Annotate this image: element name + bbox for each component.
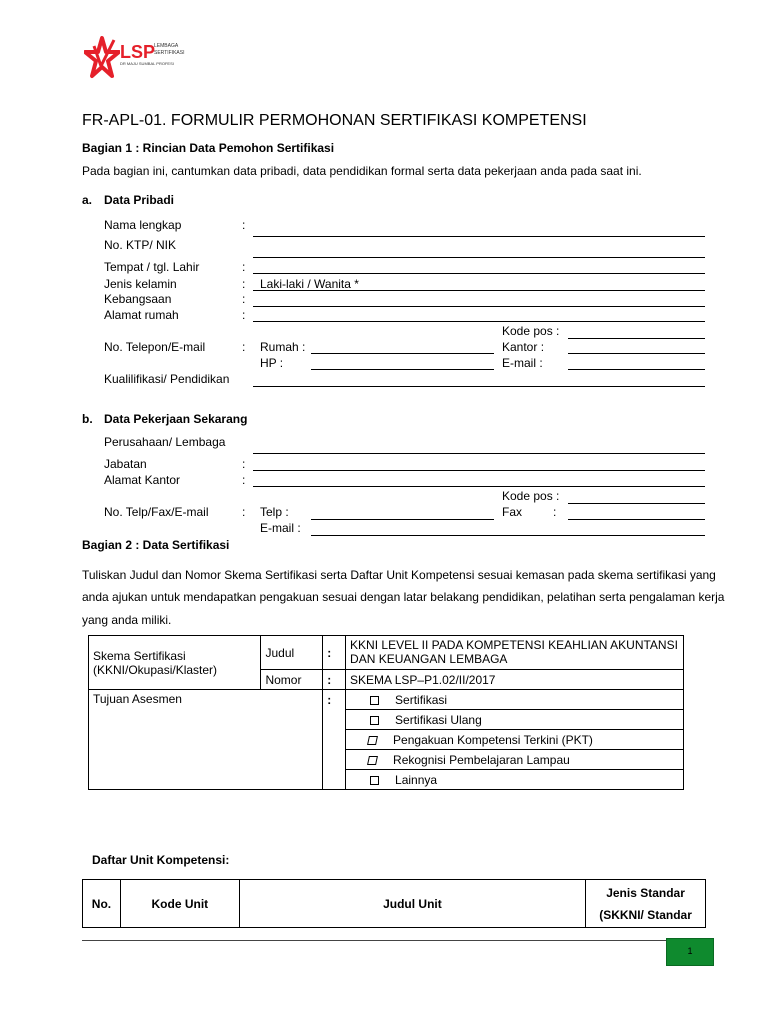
label-email-kantor: E-mail :: [260, 521, 301, 535]
field-nama[interactable]: [253, 236, 705, 237]
label-perusahaan: Perusahaan/ Lembaga: [104, 435, 226, 449]
colon-spacer: [323, 750, 346, 770]
option-rpl[interactable]: [346, 750, 684, 770]
label-hp: HP :: [260, 356, 284, 370]
colon: :: [242, 260, 246, 274]
skema-table: [88, 635, 684, 790]
option-pkt[interactable]: [346, 730, 684, 750]
field-kualifikasi[interactable]: [253, 386, 705, 387]
field-kantor[interactable]: [568, 353, 705, 354]
page-title: FR-APL-01. FORMULIR PERMOHONAN SERTIFIKASI KOMPETENSI: [82, 112, 587, 129]
option-label: Rekognisi Pembelajaran Lampau: [393, 752, 570, 767]
field-email-kantor[interactable]: [311, 535, 705, 536]
field-bangsa[interactable]: [253, 306, 705, 307]
colon: :: [242, 292, 246, 306]
checkbox-icon[interactable]: [367, 736, 378, 745]
daftar-heading: Daftar Unit Kompetensi:: [92, 853, 230, 867]
bagian2-p3: yang anda miliki.: [82, 613, 172, 627]
field-rumah[interactable]: [311, 353, 494, 354]
option-label: Pengakuan Kompetensi Terkini (PKT): [393, 732, 593, 747]
skema-label1: Skema Sertifikasi: [93, 648, 186, 663]
logo-line2: SERTIFIKASI: [154, 50, 185, 56]
label-kodepos-kantor: Kode pos :: [502, 489, 560, 503]
logo-line1: LEMBAGA: [154, 43, 179, 49]
logo: [84, 36, 194, 86]
tujuan-label: Tujuan Asesmen: [89, 690, 323, 790]
skema-label2: (KKNI/Okupasi/Klaster): [93, 662, 218, 677]
footer-divider: [82, 940, 706, 941]
logo-line3: DR MAJU SUMBAL PROFESI: [120, 61, 174, 66]
label-rumah: Rumah :: [260, 340, 306, 354]
checkbox-icon[interactable]: [370, 696, 379, 705]
label-telp-kantor: No. Telp/Fax/E-mail: [104, 505, 209, 519]
col-jenis-line1: Jenis Standar: [606, 885, 685, 900]
skema-label-cell: [89, 636, 261, 690]
field-alamat-kantor[interactable]: [253, 486, 705, 487]
bagian1-intro: Pada bagian ini, cantumkan data pribadi, data pendidikan formal serta data pekerjaan anda pada saat ini.: [82, 164, 642, 178]
jk-value[interactable]: Laki-laki / Wanita *: [260, 277, 359, 291]
colon: :: [242, 218, 246, 232]
field-kodepos-kantor[interactable]: [568, 503, 705, 504]
label-alamat-kantor: Alamat Kantor: [104, 473, 181, 487]
colon: :: [323, 690, 346, 710]
bagian2-heading: Bagian 2 : Data Sertifikasi: [82, 538, 230, 552]
label-jk: Jenis kelamin: [104, 277, 177, 291]
label-bangsa: Kebangsaan: [104, 292, 172, 306]
label-ktp: No. KTP/ NIK: [104, 238, 177, 252]
colon: :: [242, 457, 246, 471]
colon: :: [242, 505, 246, 519]
star-logo-icon: [84, 36, 120, 80]
page-number: 1: [687, 946, 693, 956]
field-email[interactable]: [568, 369, 705, 370]
label-jabatan: Jabatan: [104, 457, 147, 471]
checkbox-icon[interactable]: [367, 756, 378, 765]
field-jabatan[interactable]: [253, 470, 705, 471]
judul-label: Judul: [261, 636, 323, 670]
colon: :: [242, 473, 246, 487]
nomor-label: Nomor: [261, 670, 323, 690]
label-nama: Nama lengkap: [104, 218, 182, 232]
pekerjaan-letter: b.: [82, 412, 93, 426]
checkbox-icon[interactable]: [370, 776, 379, 785]
label-fax: Fax: [502, 505, 523, 519]
field-ktp[interactable]: [253, 257, 705, 258]
label-kodepos: Kode pos :: [502, 324, 560, 338]
label-telp: No. Telepon/E-mail: [104, 340, 206, 354]
field-hp[interactable]: [311, 369, 494, 370]
colon-spacer: [323, 710, 346, 730]
colon: :: [242, 340, 246, 354]
colon: :: [323, 670, 346, 690]
pekerjaan-heading: Data Pekerjaan Sekarang: [104, 412, 248, 426]
option-label: Sertifikasi: [395, 692, 448, 707]
judul-value1: KKNI LEVEL II PADA KOMPETENSI KEAHLIAN AKUNTANSI: [350, 638, 678, 652]
judul-value2: DAN KEUANGAN LEMBAGA: [350, 652, 508, 666]
field-alamat[interactable]: [253, 321, 705, 322]
page-number-box: [666, 938, 714, 966]
colon: :: [242, 308, 246, 322]
judul-value-cell[interactable]: [346, 636, 684, 670]
bagian2-p2: anda ajukan untuk mendapatkan pengakuan sesuai dengan latar belakang pendidikan, pelatihan serta pengalaman kerja: [82, 590, 725, 604]
col-no-header: No.: [83, 880, 121, 928]
field-telp-kantor[interactable]: [311, 519, 494, 520]
col-jenis-header: [586, 880, 706, 928]
option-lainnya[interactable]: [346, 770, 684, 790]
col-jenis-line2: (SKKNI/ Standar: [599, 907, 692, 922]
pribadi-heading: Data Pribadi: [104, 193, 175, 207]
option-sertifikasi-ulang[interactable]: [346, 710, 684, 730]
colon-spacer: [323, 730, 346, 750]
option-label: Lainnya: [395, 772, 438, 787]
field-ttl[interactable]: [253, 273, 705, 274]
option-sertifikasi[interactable]: [346, 690, 684, 710]
label-ttl: Tempat / tgl. Lahir: [104, 260, 200, 274]
nomor-value[interactable]: SKEMA LSP–P1.02/II/2017: [346, 670, 684, 690]
label-email: E-mail :: [502, 356, 543, 370]
label-kantor: Kantor :: [502, 340, 545, 354]
field-kodepos[interactable]: [568, 338, 705, 339]
option-label: Sertifikasi Ulang: [395, 712, 482, 727]
bagian1-heading: Bagian 1 : Rincian Data Pemohon Sertifikasi: [82, 141, 335, 155]
colon: :: [242, 277, 246, 291]
label-kualifikasi: Kualilifikasi/ Pendidikan: [104, 372, 230, 386]
field-jk[interactable]: [253, 290, 705, 291]
fax-colon: :: [553, 505, 557, 519]
checkbox-icon[interactable]: [370, 716, 379, 725]
unit-table: [82, 879, 706, 928]
logo-main-text: LSP: [120, 42, 156, 62]
col-judul-header: Judul Unit: [239, 880, 585, 928]
pribadi-letter: a.: [82, 193, 93, 207]
label-telp-field: Telp :: [260, 505, 289, 519]
field-perusahaan[interactable]: [253, 453, 705, 454]
colon: :: [323, 636, 346, 670]
field-fax[interactable]: [568, 519, 705, 520]
colon-spacer: [323, 770, 346, 790]
col-kode-header: Kode Unit: [120, 880, 239, 928]
bagian2-p1: Tuliskan Judul dan Nomor Skema Sertifikasi serta Daftar Unit Kompetensi sesuai kemasan pada skema sertifikasi yang: [82, 568, 716, 582]
label-alamat: Alamat rumah: [104, 308, 179, 322]
